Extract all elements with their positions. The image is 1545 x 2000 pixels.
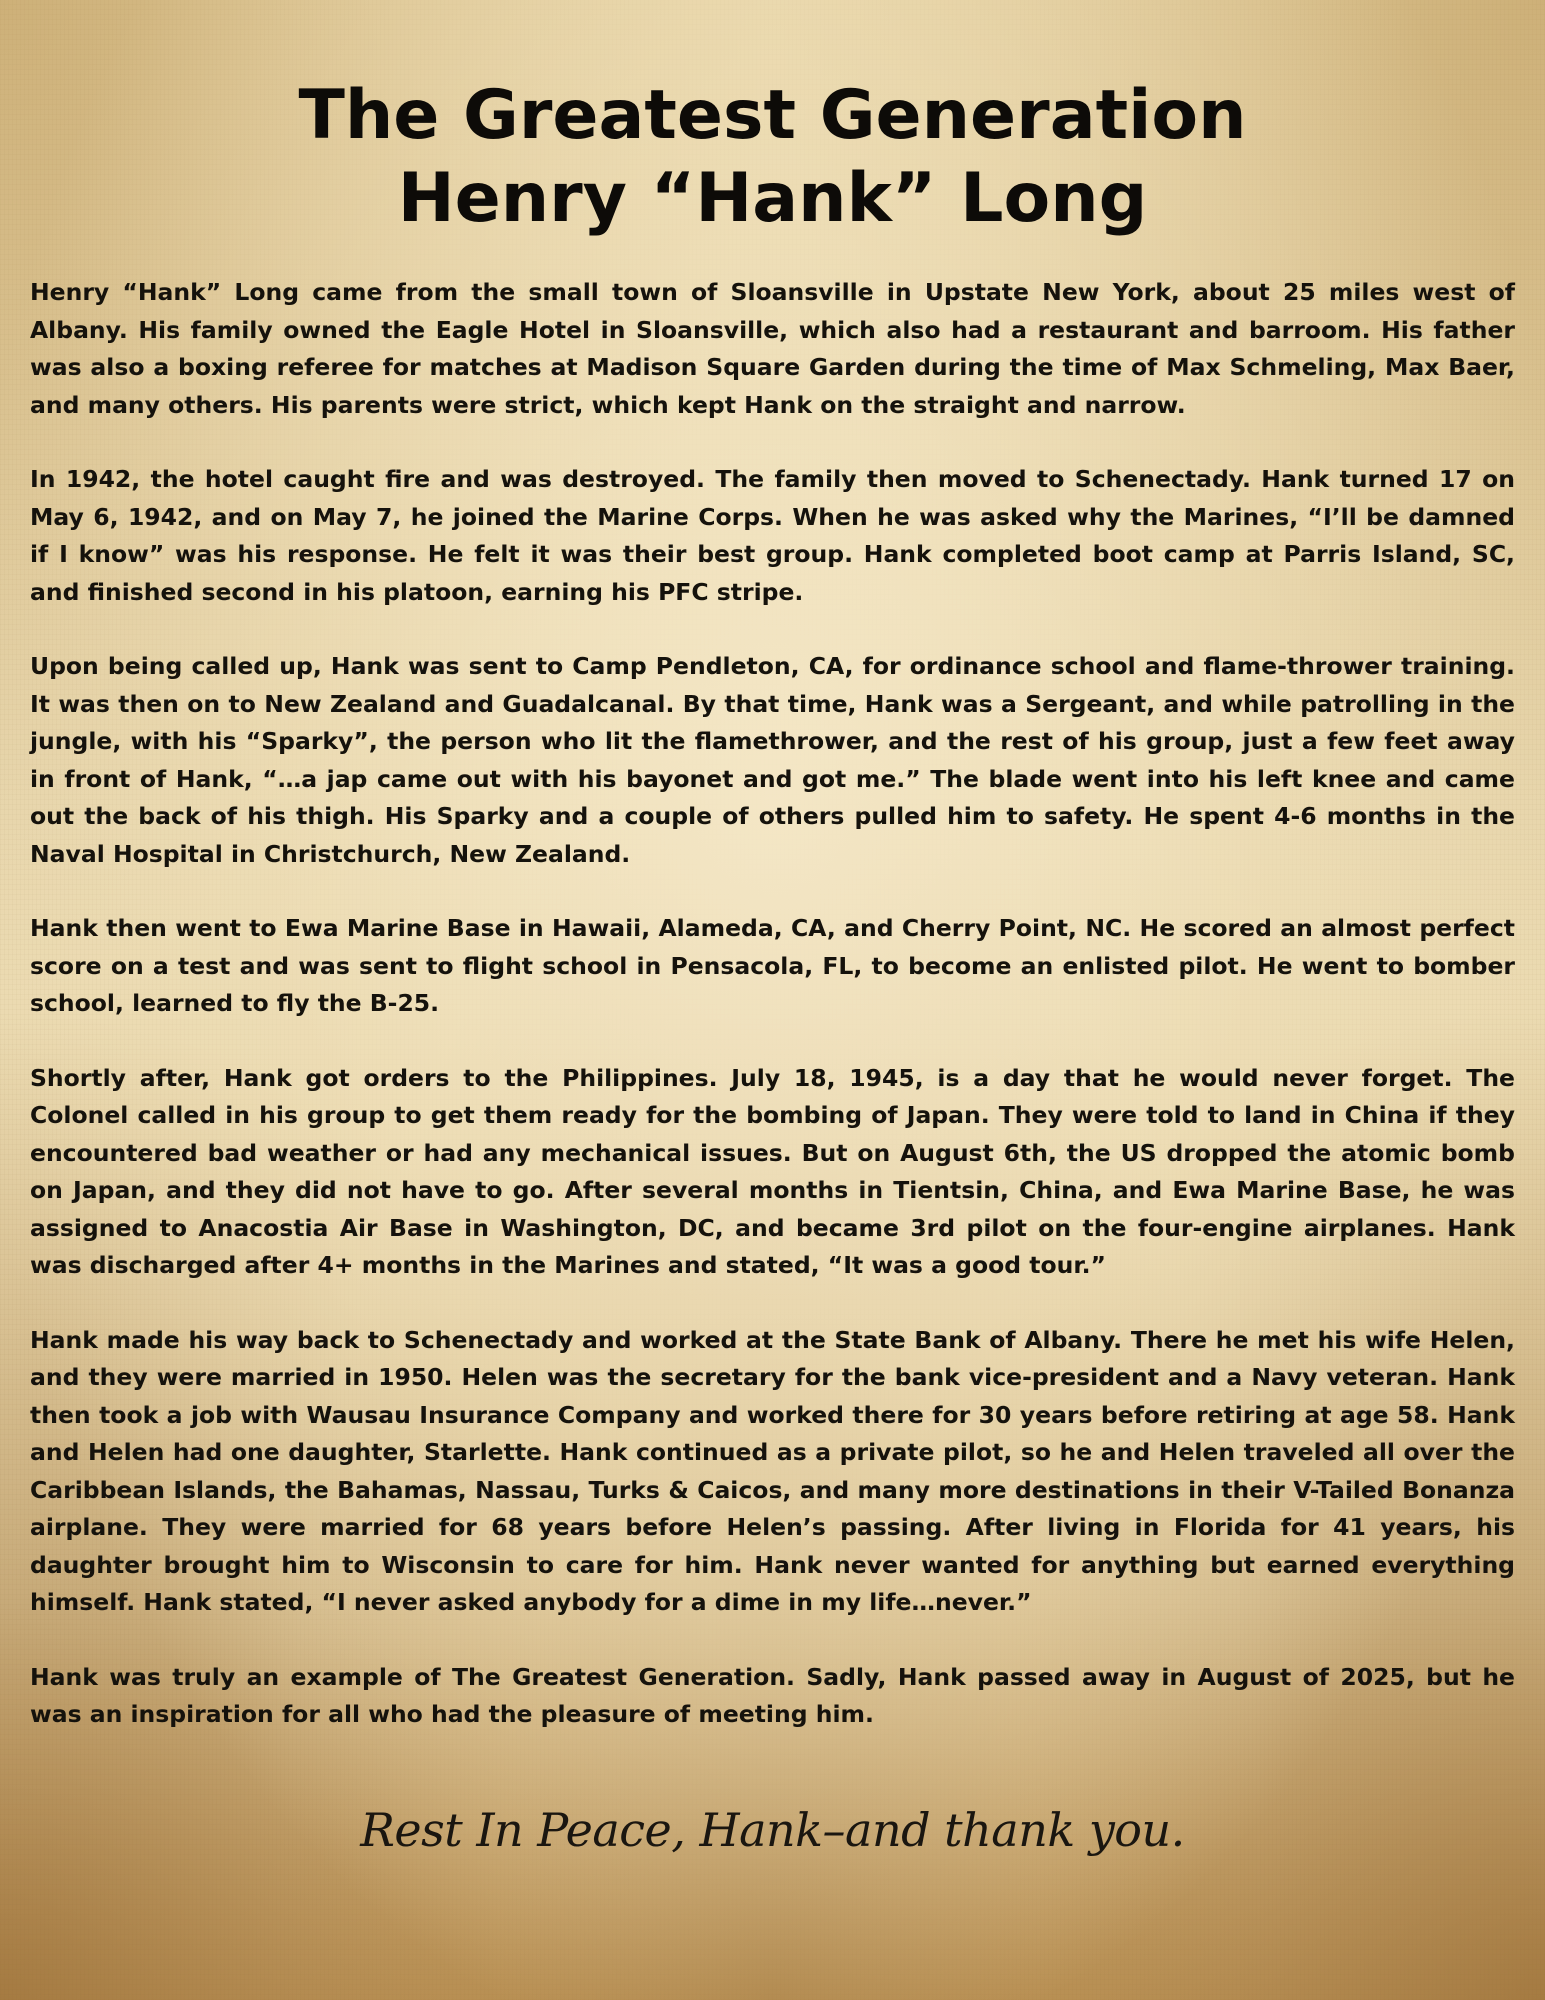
page-title: The Greatest Generation <box>298 76 1247 155</box>
paragraph-5: Shortly after, Hank got orders to the Philippines. July 18, 1945, is a day that he would never forget. The Colonel called in his group to get them ready for the bombing of Japan. They were told to land in China if they encountered bad weather or had any mechanical issues. But on August 6th, the US dropped the atomic bomb on Japan, and they did not have to go. After several months in Tientsin, China, and Ewa Marine Base, he was assigned to Anacostia Air Base in Washington, DC, and became 3rd pilot on the four-engine airplanes. Hank was discharged after 4+ months in the Marines and stated, “It was a good tour.” <box>30 1063 1515 1279</box>
paragraph-7: Hank was truly an example of The Greatest Generation. Sadly, Hank passed away in August of 2025, but he was an inspiration for all who had the pleasure of meeting him. <box>30 1662 1515 1728</box>
paragraph-3: Upon being called up, Hank was sent to Camp Pendleton, CA, for ordinance school and flame-thrower training. It was then on to New Zealand and Guadalcanal. By that time, Hank was a Sergeant, and while patrolling in the jungle, with his “Sparky”, the person who lit the flamethrower, and the rest of his group, just a few feet away in front of Hank, “…a jap came out with his bayonet and got me.” The blade went into his left knee and came out the back of his thigh. His Sparky and a couple of others pulled him to safety. He spent 4-6 months in the Naval Hospital in Christchurch, New Zealand. <box>30 652 1515 868</box>
closing-line: Rest In Peace, Hank–and thank you. <box>360 1803 1185 1857</box>
paragraph-2: In 1942, the hotel caught fire and was destroyed. The family then moved to Schenectady. Hank turned 17 on May 6, 1942, and on May 7, he joined the Marine Corps. When he was asked why the Marines, “I’ll be damned if I know” was his response. He felt it was their best group. Hank completed boot camp at Parris Island, SC, and finished second in his platoon, earning his PFC stripe. <box>30 465 1515 606</box>
paragraph-6: Hank made his way back to Schenectady and worked at the State Bank of Albany. There he met his wife Helen, and they were married in 1950. Helen was the secretary for the bank vice-president and a Navy veteran. Hank then took a job with Wausau Insurance Company and worked there for 30 years before retiring at age 58. Hank and Helen had one daughter, Starlette. Hank continued as a private pilot, so he and Helen traveled all over the Caribbean Islands, the Bahamas, Nassau, Turks & Caicos, and many more destinations in their V-Tailed Bonanza airplane. They were married for 68 years before Helen’s passing. After living in Florida for 41 years, his daughter brought him to Wisconsin to care for him. Hank never wanted for anything but earned everything himself. Hank stated, “I never asked anybody for a dime in my life…never.” <box>30 1325 1515 1616</box>
paragraph-1: Henry “Hank” Long came from the small town of Sloansville in Upstate New York, about 25 miles west of Albany. His family owned the Eagle Hotel in Sloansville, which also had a restaurant and barroom. His father was also a boxing referee for matches at Madison Square Garden during the time of Max Schmeling, Max Baer, and many others. His parents were strict, which kept Hank on the straight and narrow. <box>30 278 1515 419</box>
article-body <box>30 274 1515 1771</box>
title-block <box>30 74 1515 240</box>
paragraph-4: Hank then went to Ewa Marine Base in Hawaii, Alameda, CA, and Cherry Point, NC. He scored an almost perfect score on a test and was sent to flight school in Pensacola, FL, to become an enlisted pilot. He went to bomber school, learned to fly the B-25. <box>30 914 1515 1017</box>
memorial-page <box>30 0 1515 2000</box>
page-subtitle-name: Henry “Hank” Long <box>397 159 1148 238</box>
